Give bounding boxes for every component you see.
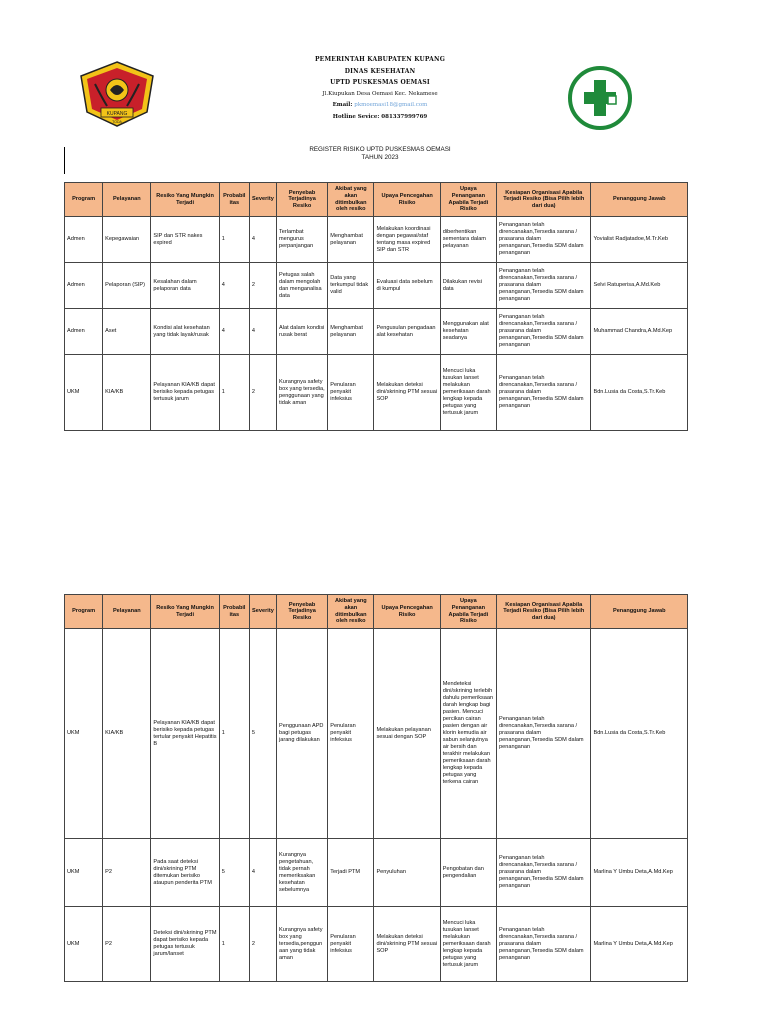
title-line1: REGISTER RISIKO UPTD PUSKESMAS OEMASI (309, 146, 451, 153)
title-line2: TAHUN 2023 (361, 154, 399, 161)
cell-col-resiko: Pelayanan KIA/KB dapat berisiko kepada petugas tertusuk jarum (151, 355, 219, 431)
cell-col-severity: 4 (249, 217, 276, 263)
table-body-2 (65, 629, 688, 982)
email-label: Email: (332, 102, 353, 108)
cell-col-penanggung-jawab: Selvi Ratuperisa,A.Md.Keb (591, 263, 688, 309)
document-title (250, 146, 510, 162)
cell-col-akibat: Menghambat pelayanan (328, 309, 374, 355)
header-col-severity: Severity (249, 595, 276, 629)
cell-col-penanggung-jawab: Muhammad Chandra,A.Md.Kep (591, 309, 688, 355)
header-col-program: Program (65, 595, 103, 629)
cell-col-penanganan: Pengobatan dan pengendalian (440, 839, 496, 907)
cell-col-kesiapan: Penanganan telah direncanakan,Tersedia sarana / prasarana dalam penanganan,Tersedia SDM dalam penanganan (497, 263, 591, 309)
cell-col-kesiapan: Penanganan telah direncanakan,Tersedia sarana / prasarana dalam penanganan,Tersedia SDM dalam penanganan (497, 839, 591, 907)
cell-col-probabilitas: 4 (219, 309, 249, 355)
cell-col-resiko: Kondisi alat kesehatan yang tidak layak/rusak (151, 309, 219, 355)
cell-col-penyebab: Kurangnya pengetahuan, tidak pernah memeriksakan kesehatan sebelumnya (276, 839, 327, 907)
table-row (65, 217, 688, 263)
margin-line (64, 147, 65, 174)
header-col-penanggung-jawab: Penanggung Jawab (591, 183, 688, 217)
letterhead-hotline: Hotline Sevice: 081337999769 (332, 113, 428, 120)
cell-col-penanganan: Mencuci luka tusukan lanset melakukan pemeriksaan darah lengkap kepada petugas yang tertusuk jarum (440, 907, 496, 982)
header-col-program: Program (65, 183, 103, 217)
cell-col-probabilitas: 1 (219, 907, 249, 982)
table-header-row-2 (65, 595, 688, 629)
cell-col-resiko: Pada saat deteksi dini/skrining PTM ditemukan berisiko ataupun penderita PTM (151, 839, 219, 907)
cell-col-pelayanan: Kepegawaian (103, 217, 151, 263)
cell-col-pencegahan: Melakukan deteksi dini/skrining PTM sesuai SOP (374, 355, 440, 431)
cell-col-program: Admen (65, 217, 103, 263)
header-col-resiko: Resiko Yang Mungkin Terjadi (151, 183, 219, 217)
cell-col-pencegahan: Melakukan deteksi dini/skrining PTM sesuai SOP (374, 907, 440, 982)
cell-col-resiko: Kesalahan dalam pelaporan data (151, 263, 219, 309)
header-col-penyebab: Penyebab Terjadinya Resiko (276, 183, 327, 217)
header-col-akibat: Akibat yang akan ditimbulkan oleh resiko (328, 595, 374, 629)
cell-col-penanganan: diberhentikan sementara dalam pelayanan (440, 217, 496, 263)
table-row (65, 355, 688, 431)
cell-col-penanggung-jawab: Bdn.Lusia da Costa,S.Tr.Keb (591, 355, 688, 431)
cell-col-kesiapan: Penanganan telah direncanakan,Tersedia sarana / prasarana dalam penanganan,Tersedia SDM dalam penanganan (497, 629, 591, 839)
cell-col-kesiapan: Penanganan telah direncanakan,Tersedia sarana / prasarana dalam penanganan,Tersedia SDM dalam penanganan (497, 355, 591, 431)
cell-col-pelayanan: P2 (103, 839, 151, 907)
cell-col-kesiapan: Penanganan telah direncanakan,Tersedia sarana / prasarana dalam penanganan,Tersedia SDM dalam penanganan (497, 907, 591, 982)
cell-col-program: UKM (65, 629, 103, 839)
cell-col-program: UKM (65, 355, 103, 431)
table-body-1 (65, 217, 688, 431)
table-row (65, 309, 688, 355)
cell-col-severity: 4 (249, 309, 276, 355)
cell-col-resiko: Pelayanan KIA/KB dapat berisiko kepada petugas tertular penyakit Hepatitis B (151, 629, 219, 839)
cell-col-penyebab: Kurangnya safety box yang tersedia,penggunaan yang tidak aman (276, 907, 327, 982)
letterhead-line2: DINAS KESEHATAN (344, 67, 416, 75)
cell-col-program: UKM (65, 907, 103, 982)
header-col-probabilitas: Probabil itas (219, 183, 249, 217)
letterhead (0, 0, 768, 140)
cell-col-pelayanan: Pelaporan (SIP) (103, 263, 151, 309)
cell-col-penanganan: Menggunakan alat kesehatan seadanya (440, 309, 496, 355)
cell-col-pelayanan: KIA/KB (103, 355, 151, 431)
header-col-pencegahan: Upaya Pencegahan Risiko (374, 183, 440, 217)
cell-col-penanggung-jawab: Bdn.Lusia da Costa,S.Tr.Keb (591, 629, 688, 839)
cell-col-kesiapan: Penanganan telah direncanakan,Tersedia sarana / prasarana dalam penanganan,Tersedia SDM dalam penanganan (497, 309, 591, 355)
header-col-probabilitas: Probabil itas (219, 595, 249, 629)
cell-col-penanganan: Dilakukan revisi data (440, 263, 496, 309)
cell-col-resiko: Deteksi dini/skrining PTM dapat berisiko kepada petugas tertusuk jarum/lanset (151, 907, 219, 982)
cell-col-probabilitas: 5 (219, 839, 249, 907)
header-col-kesiapan: Kesiapan Organisasi Apabila Terjadi Resiko (Bisa Pilih lebih dari dua) (497, 595, 591, 629)
cell-col-program: Admen (65, 263, 103, 309)
table-row (65, 629, 688, 839)
table-row (65, 839, 688, 907)
header-col-resiko: Resiko Yang Mungkin Terjadi (151, 595, 219, 629)
cell-col-akibat: Menghambat pelayanan (328, 217, 374, 263)
cell-col-severity: 2 (249, 907, 276, 982)
cell-col-probabilitas: 4 (219, 263, 249, 309)
cell-col-pelayanan: P2 (103, 907, 151, 982)
cell-col-penanganan: Mendeteksi dini/skrining terlebih dahulu pemeriksaan darah lengkap bagi pasien. Mencuci percikan cairan pasien dengan air klorin kemudia air sabun selanjutnya air bersih dan terakhir melakukan pemeriksaan darah lengkap kepada petugas yang terkena cairan (440, 629, 496, 839)
cell-col-penyebab: Penggunaan APD bagi petugas jarang dilakukan (276, 629, 327, 839)
cell-col-pencegahan: Melakukan pelayanan sesuai dengan SOP (374, 629, 440, 839)
cell-col-severity: 4 (249, 839, 276, 907)
cell-col-akibat: Penularan penyakit infeksius (328, 907, 374, 982)
letterhead-email (230, 100, 530, 112)
cell-col-probabilitas: 1 (219, 629, 249, 839)
cell-col-akibat: Penularan penyakit infeksius (328, 355, 374, 431)
cell-col-penyebab: Alat dalam kondisi rusak berat (276, 309, 327, 355)
table-row (65, 907, 688, 982)
cell-col-pelayanan: Aset (103, 309, 151, 355)
cell-col-penanggung-jawab: Marlina Y Umbu Deta,A.Md.Kep (591, 907, 688, 982)
cell-col-resiko: SIP dan STR nakes expired (151, 217, 219, 263)
cell-col-penyebab: Petugas salah dalam mengolah dan menganalisa data (276, 263, 327, 309)
cell-col-akibat: Penularan penyakit infeksius (328, 629, 374, 839)
cell-col-program: UKM (65, 839, 103, 907)
header-col-penanggung-jawab: Penanggung Jawab (591, 595, 688, 629)
letterhead-line1: PEMERINTAH KABUPATEN KUPANG (314, 56, 446, 63)
cell-col-pencegahan: Evaluasi data sebelum di kumpul (374, 263, 440, 309)
cell-col-probabilitas: 1 (219, 217, 249, 263)
cell-col-pencegahan: Pengusulan pengadaan alat kesehatan (374, 309, 440, 355)
header-col-severity: Severity (249, 183, 276, 217)
cell-col-penyebab: Kurangnya safety box yang tersedia, penggunaan yang tidak aman (276, 355, 327, 431)
header-col-akibat: Akibat yang akan ditimbulkan oleh resiko (328, 183, 374, 217)
cell-col-pencegahan: Melakukan koordinasi dengan pegawai/staf tentang masa expired SIP dan STR (374, 217, 440, 263)
kabupaten-kupang-emblem-icon (77, 60, 157, 128)
cell-col-akibat: Terjadi PTM (328, 839, 374, 907)
cell-col-penanggung-jawab: Marlina Y Umbu Deta,A.Md.Kep (591, 839, 688, 907)
emblem-ribbon-text: KUPANG (106, 111, 128, 117)
cell-col-severity: 5 (249, 629, 276, 839)
header-col-penanganan: Upaya Penanganan Apabila Terjadi Risiko (440, 183, 496, 217)
emblem-bottom-text: TODA (112, 120, 122, 124)
cell-col-penanganan: Mencuci luka tusukan lanset melakukan pemeriksaan darah lengkap kepada petugas yang tertusuk jarum (440, 355, 496, 431)
cell-col-severity: 2 (249, 355, 276, 431)
table-row (65, 263, 688, 309)
risk-register-table-2 (64, 594, 688, 982)
puskesmas-cross-logo-icon (568, 66, 632, 130)
cell-col-kesiapan: Penanganan telah direncanakan,Tersedia sarana / prasarana dalam penanganan,Tersedia SDM dalam penanganan (497, 217, 591, 263)
header-col-penyebab: Penyebab Terjadinya Resiko (276, 595, 327, 629)
cell-col-penyebab: Terlambat mengurus perpanjangan (276, 217, 327, 263)
cell-col-probabilitas: 1 (219, 355, 249, 431)
table-header-row-1 (65, 183, 688, 217)
cell-col-pelayanan: KIA/KB (103, 629, 151, 839)
letterhead-line3: UPTD PUSKESMAS OEMASI (330, 79, 430, 86)
header-col-pencegahan: Upaya Pencegahan Risiko (374, 595, 440, 629)
letterhead-address: Jl.Kiupukan Desa Oemasi Kec. Nekamese (322, 90, 438, 97)
letterhead-text (230, 54, 530, 123)
cell-col-penanggung-jawab: Yovialist Radjatadoe,M.Tr.Keb (591, 217, 688, 263)
email-link[interactable]: pkmoemasi18@gmail.com (354, 102, 428, 108)
cell-col-program: Admen (65, 309, 103, 355)
cell-col-akibat: Data yang terkumpul tidak valid (328, 263, 374, 309)
cell-col-pencegahan: Penyuluhan (374, 839, 440, 907)
header-col-pelayanan: Pelayanan (103, 595, 151, 629)
header-col-penanganan: Upaya Penanganan Apabila Terjadi Risiko (440, 595, 496, 629)
cell-col-severity: 2 (249, 263, 276, 309)
header-col-pelayanan: Pelayanan (103, 183, 151, 217)
risk-register-table-1 (64, 182, 688, 431)
header-col-kesiapan: Kesiapan Organisasi Apabila Terjadi Resiko (Bisa Pilih lebih dari dua) (497, 183, 591, 217)
